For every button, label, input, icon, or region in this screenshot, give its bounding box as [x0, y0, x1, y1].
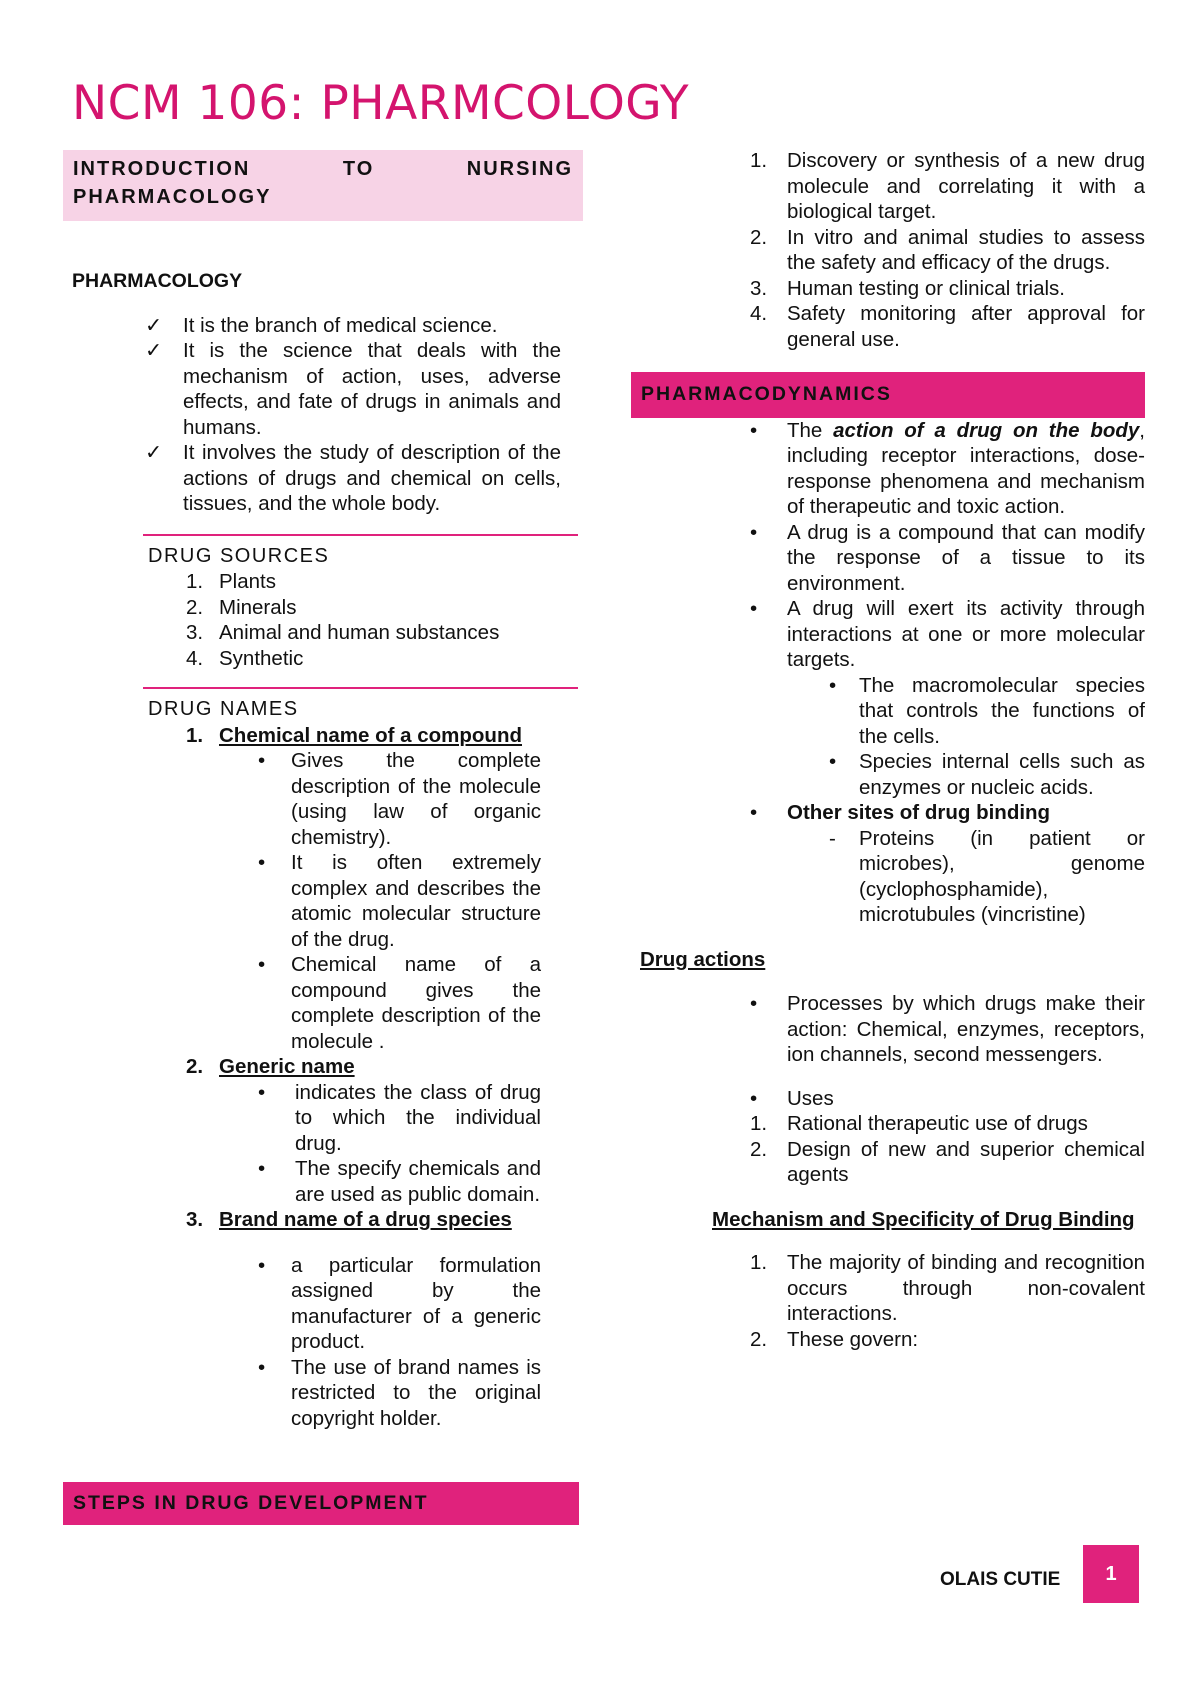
bullet-icon: • [258, 1157, 266, 1180]
list-item: 4. Safety monitoring after approval for general use. [750, 302, 1145, 351]
steps-header: STEPS IN DRUG DEVELOPMENT [63, 1482, 579, 1525]
bullet-icon: • [829, 673, 837, 697]
list-item: 1. Discovery or synthesis of a new drug molecule and correlating it with a biological target. [750, 149, 1145, 223]
bullet-icon: • [750, 418, 758, 442]
list-item: • The macromolecular species that controls the functions of the cells. [829, 673, 1145, 748]
bullet-icon: • [258, 851, 266, 874]
list-item: ✓ It is the branch of medical science. [145, 313, 498, 337]
bullet-icon: • [750, 801, 758, 824]
brand-name-title: 3. Brand name of a drug species [186, 1208, 512, 1231]
list-item: 2. Minerals [186, 595, 297, 619]
list-item: • Chemical name of a compound gives the complete description of the molecule . [258, 953, 541, 1053]
chemical-name-list [219, 748, 541, 1054]
list-item: 3. Animal and human substances [186, 621, 500, 644]
bullet-icon: • [829, 750, 837, 773]
footer-author: OLAIS CUTIE [940, 1569, 1061, 1590]
list-item: 1. Rational therapeutic use of drugs [750, 1112, 1088, 1135]
intro-header: INTRODUCTION TO NURSING PHARMACOLOGY [63, 150, 583, 221]
list-item: • a particular formulation assigned by the manufacturer of a generic product. [258, 1253, 541, 1353]
list-item: • The specify chemicals and are used as public domain. [258, 1157, 541, 1206]
steps-list [633, 148, 1145, 352]
uses-list [750, 1111, 1145, 1188]
check-icon: ✓ [145, 339, 163, 362]
list-item: • A drug is a compound that can modify the response of a tissue to its environment. [750, 520, 1145, 595]
list-item: • Other sites of drug binding - Proteins (in patient or microbes), genome (cyclophosphamide), microtubules (vincristine) [750, 801, 1145, 926]
right-column [633, 148, 1145, 1352]
binding-sites-sublist [787, 826, 1145, 928]
list-item: • indicates the class of drug to which the individual drug. [258, 1080, 541, 1155]
chemical-name-title: 1. Chemical name of a compound [186, 723, 522, 747]
bullet-icon: • [258, 1355, 266, 1379]
bullet-icon: • [750, 597, 758, 620]
list-item: 2. In vitro and animal studies to assess the safety and efficacy of the drugs. [750, 225, 1145, 274]
list-item: 3. Human testing or clinical trials. [750, 276, 1065, 300]
brand-name-list [219, 1253, 541, 1432]
list-item: 2. Design of new and superior chemical agents [750, 1137, 1145, 1186]
list-item: ✓ It is the science that deals with the mechanism of action, uses, adverse effects, and fate of drugs in animals and humans. [145, 339, 561, 439]
drug-sources-heading: DRUG SOURCES [143, 534, 578, 570]
list-item: • Uses 1. Rational therapeutic use of drugs 2. Design of new and superior chemical agents [750, 1086, 1145, 1186]
list-item: 1. The majority of binding and recognition occurs through non-covalent interactions. [750, 1251, 1145, 1325]
list-item: ✓ It involves the study of description of the actions of drugs and chemical on cells, tissues, and the whole body. [145, 441, 561, 515]
pharmacodynamics-header: PHARMACODYNAMICS [631, 372, 1145, 418]
bullet-icon: • [750, 992, 758, 1015]
pharmacology-heading: PHARMACOLOGY [72, 270, 243, 292]
page-number: 1 [1083, 1545, 1139, 1603]
bullet-icon: • [258, 1253, 266, 1277]
bullet-icon: • [258, 953, 266, 976]
drug-actions-list [633, 991, 1145, 1188]
left-column [63, 150, 583, 1431]
check-icon: ✓ [145, 441, 163, 464]
page-title: NCM 106: PHARMCOLOGY [72, 76, 690, 131]
bullet-icon: • [258, 1080, 266, 1104]
bullet-icon: • [750, 1086, 758, 1110]
list-item: • It is often extremely complex and describes the atomic molecular structure of the drug. [258, 851, 541, 951]
drug-names-heading: DRUG NAMES [143, 687, 578, 723]
drug-sources-list [63, 569, 583, 671]
list-item: • A drug will exert its activity through interactions at one or more molecular targets. • The macromolecular species that controls the functions of the cells. • Species internal cells such as enzymes or nucleic acids. [750, 597, 1145, 799]
mechanism-heading: Mechanism and Specificity of Drug Binding [712, 1207, 1135, 1231]
list-item: • Gives the complete description of the molecule (using law of organic chemistry). [258, 749, 541, 849]
list-item: • The action of a drug on the body, including receptor interactions, dose-response phenomena and mechanism of therapeutic and toxic action. [750, 418, 1145, 518]
pharmacodynamics-sublist [787, 673, 1145, 801]
pharmacodynamics-list [633, 418, 1145, 928]
dash-icon: - [829, 826, 836, 850]
list-item: - Proteins (in patient or microbes), genome (cyclophosphamide), microtubules (vincristine) [829, 826, 1145, 926]
bullet-icon: • [750, 520, 758, 544]
check-icon: ✓ [145, 313, 163, 337]
generic-name-list [219, 1080, 541, 1208]
generic-name-title: 2. Generic name [186, 1055, 355, 1078]
list-item: • Species internal cells such as enzymes or nucleic acids. [829, 750, 1145, 799]
list-item: 4. Synthetic [186, 646, 304, 670]
bullet-icon: • [258, 749, 266, 772]
drug-names-section [63, 723, 583, 1432]
drug-actions-heading: Drug actions [640, 947, 766, 971]
list-item: 1. Plants [186, 570, 276, 593]
list-item: • Processes by which drugs make their action: Chemical, enzymes, receptors, ion channels, second messengers. [750, 992, 1145, 1066]
pharmacology-list [63, 313, 561, 517]
list-item: • The use of brand names is restricted to the original copyright holder. [258, 1355, 541, 1430]
list-item: 2. These govern: [750, 1327, 919, 1351]
mechanism-list [633, 1250, 1145, 1352]
